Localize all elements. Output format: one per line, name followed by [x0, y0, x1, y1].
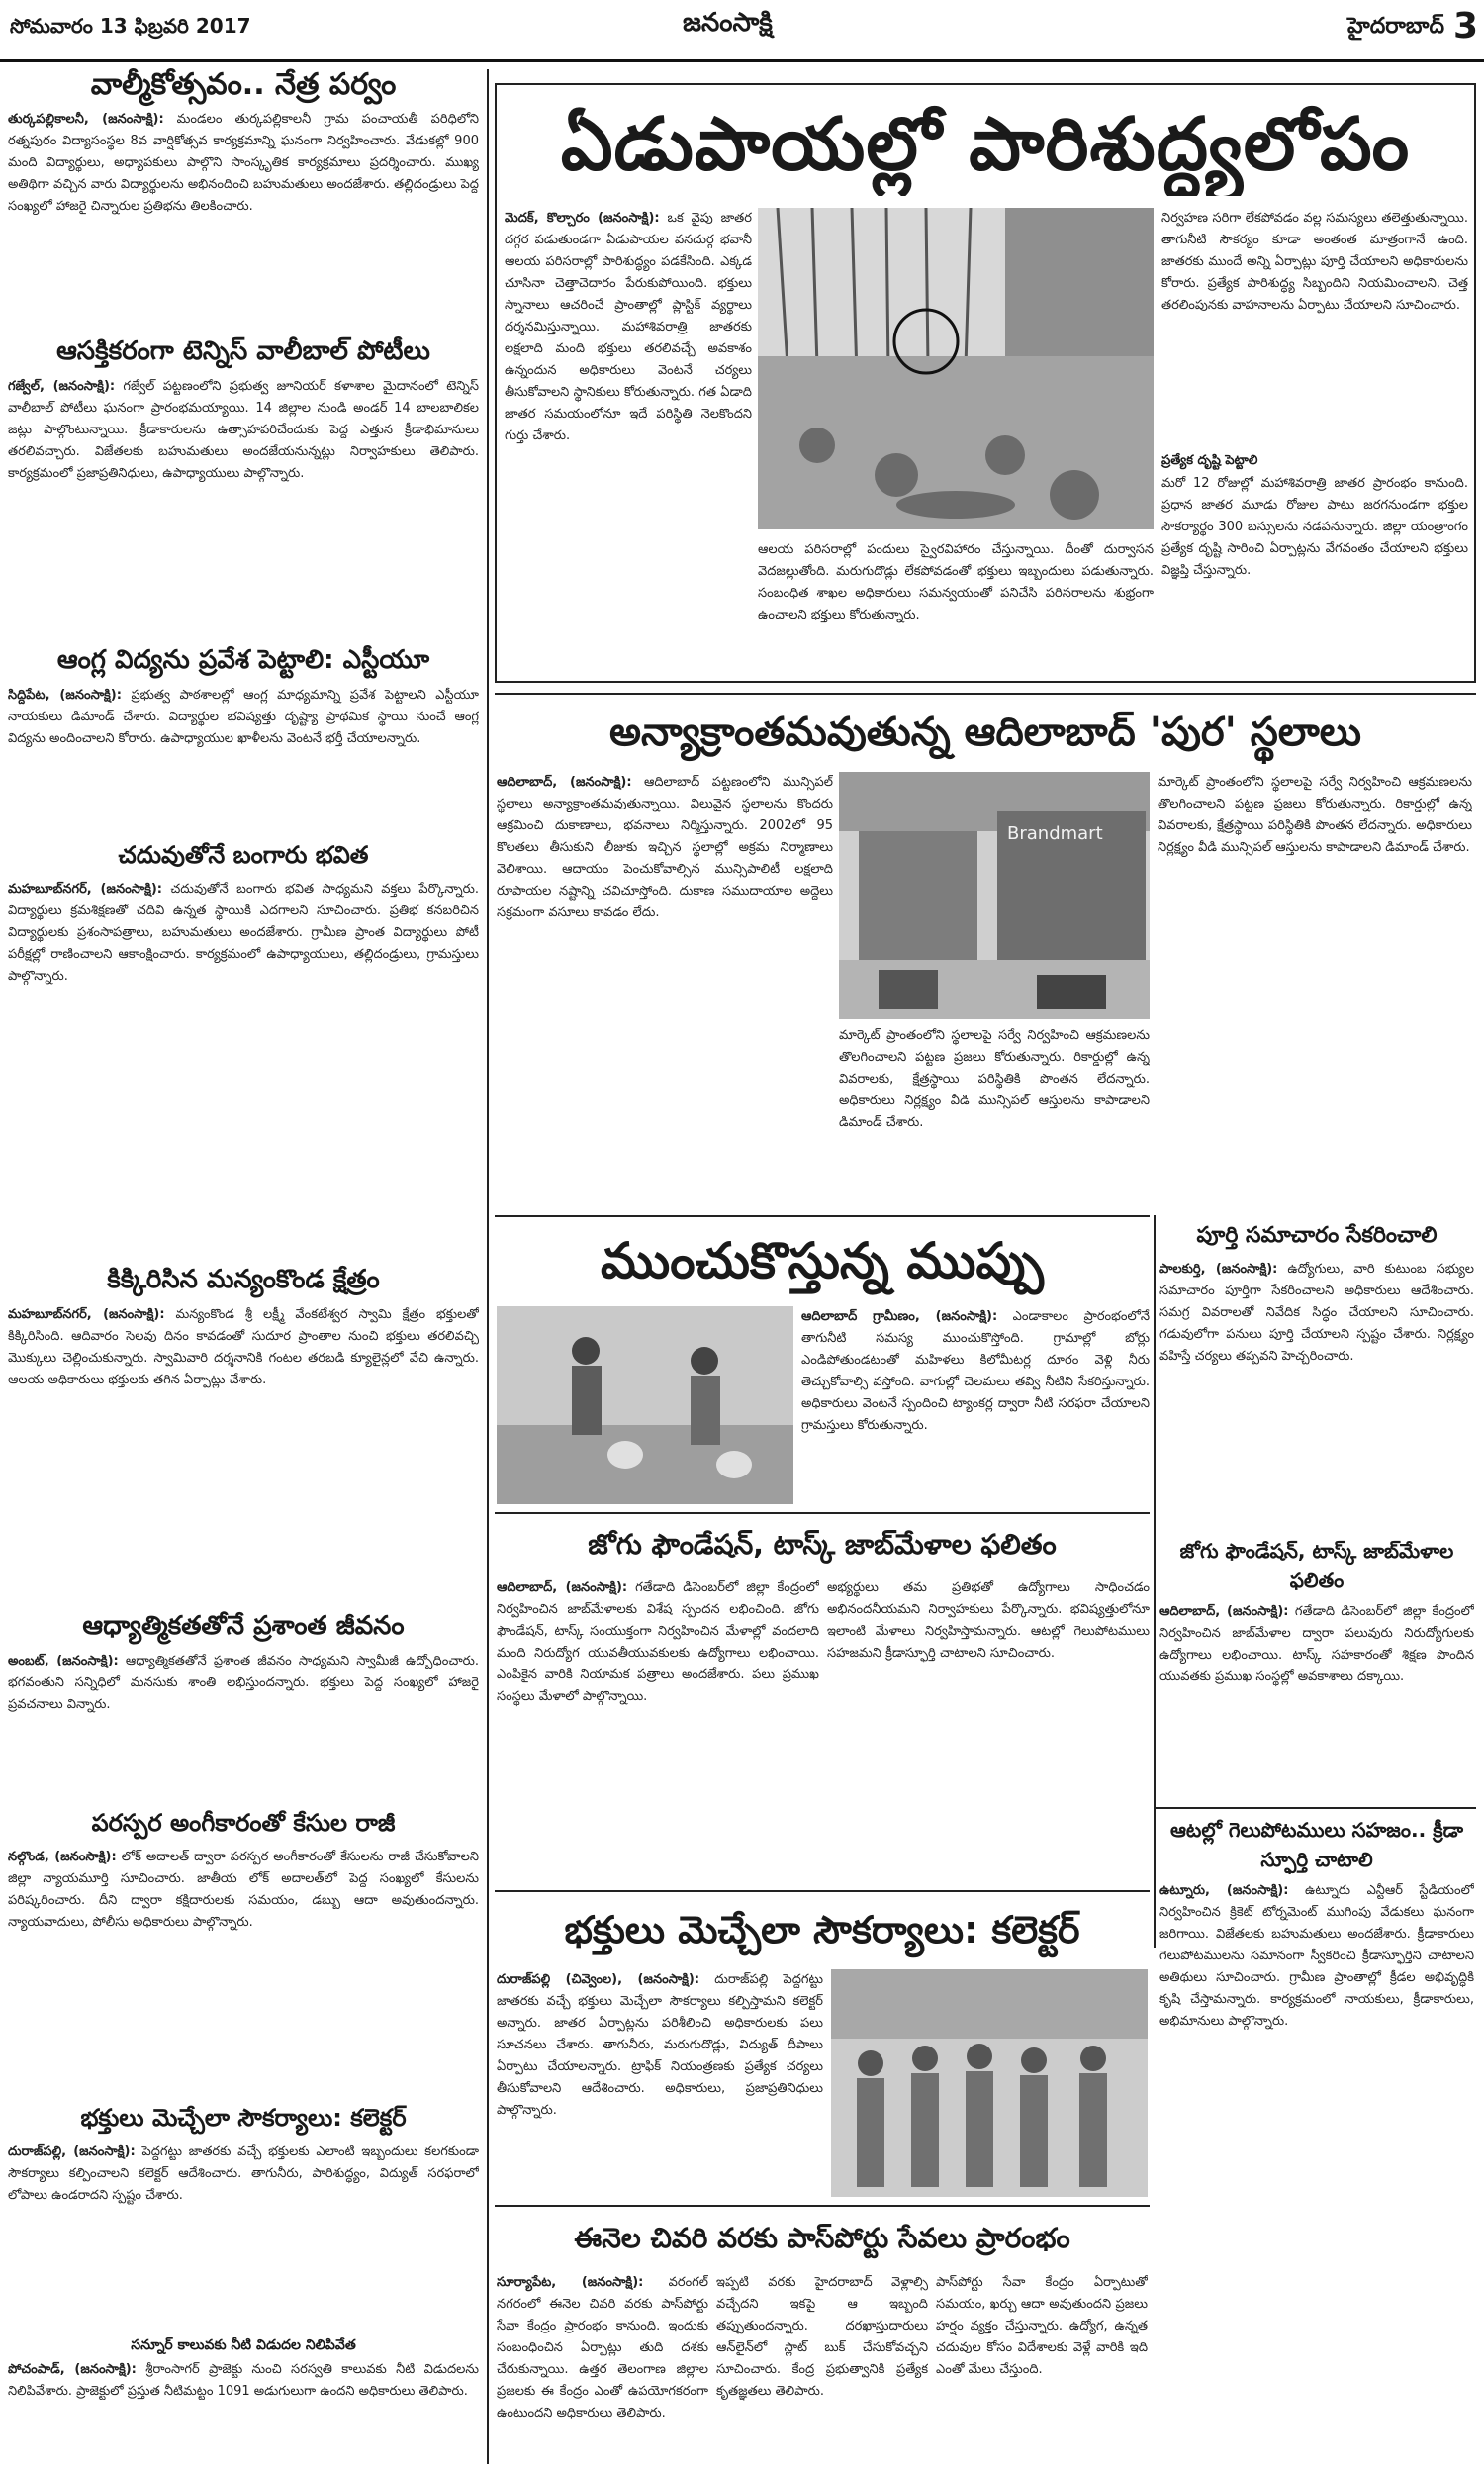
passport-body-right [936, 2272, 1148, 2468]
page-number: 3 [1452, 6, 1478, 47]
article-english-education [8, 685, 479, 833]
top-story-subhead: ప్రత్యేక దృష్టి పెట్టాలి [1161, 453, 1258, 468]
water-crisis-body [801, 1306, 1150, 1504]
page-header [0, 0, 1484, 62]
sidebar-jobmela-headline: జోగు ఫౌండేషన్, టాస్క్ జాబ్‌మేళాల ఫలితం [1179, 1539, 1454, 1592]
market-photo-illustration [839, 772, 1150, 1019]
sidebar-jobmela-body [1159, 1601, 1474, 1799]
article-canal-water [8, 2359, 479, 2468]
article-body: గతేడాది డిసెంబర్‌లో జిల్లా కేంద్రంలో నిర్వహించిన జాబ్‌మేళాలకు విశేష స్పందన లభించింది. జోగు ఫౌండేషన్, టాస్క్ సంయుక్తంగా నిర్వహించిన మేళాల్లో వందలాది మంది నిరుద్యోగ యువతీయువకులకు ఉద్యోగాలు లభించాయి. ఎంపికైన వారికి నియామక పత్రాలు అందజేశారు. పలు ప్రముఖ సంస్థలు మేళాలో పాల్గొన్నాయి. [497, 1580, 819, 1704]
column-divider [487, 69, 489, 2464]
article-tennis-volleyball [8, 376, 479, 635]
dateline: ఆదిలాబాద్, (జనంసాక్షి): [497, 775, 632, 790]
adilabad-body-mid [839, 1025, 1150, 1207]
section-rule [495, 1890, 1150, 1892]
dateline: మహబూబ్‌నగర్, (జనంసాక్షి): [8, 1307, 165, 1322]
article-body: ఉద్యోగులు, వారి కుటుంబ సభ్యుల సమాచారం పూర్తిగా సేకరించాలని అధికారులు ఆదేశించారు. సమగ్ర వివరాలతో నివేదిక సిద్ధం చేయాలని సూచించారు. గడువులోగా పనులు పూర్తి చేయాలని స్పష్టం చేశారు. నిర్లక్ష్యం వహిస్తే చర్యలు తప్పవని హెచ్చరించారు. [1159, 1262, 1474, 1364]
article-body: శ్రీరాంసాగర్ ప్రాజెక్టు నుంచి సరస్వతి కాలువకు నీటి విడుదలను నిలిపివేశారు. ప్రాజెక్టులో ప్రస్తుత నీటిమట్టం 1091 అడుగులుగా ఉందని అధికారులు తెలిపారు. [8, 2362, 479, 2399]
article-valmiki [8, 109, 479, 327]
top-story-body-right [1161, 208, 1468, 449]
sports-body [1159, 1880, 1474, 2468]
headline-valmiki: వాల్మీకోత్సవం.. నేత్ర పర్వం [90, 67, 397, 102]
section-rule [495, 1512, 1150, 1514]
jobmela-body-right [827, 1577, 1150, 1880]
article-body: మార్కెట్ ప్రాంతంలోని స్థలాలపై సర్వే నిర్వహించి ఆక్రమణలను తొలగించాలని పట్టణ ప్రజలు కోరుతున్నారు. రికార్డుల్లో ఉన్న వివరాలకు, క్షేత్రస్థాయి పరిస్థితికి పొంతన లేదన్నారు. అధికారులు నిర్లక్ష్యం వీడి మున్సిపల్ ఆస్తులను కాపాడాలని డిమాండ్ చేశారు. [1158, 775, 1472, 855]
adilabad-body-left [497, 772, 833, 1207]
jobmela-body-left [497, 1577, 819, 1880]
sports-headline: ఆటల్లో గెలుపోటములు సహజం.. క్రీడా స్ఫూర్తి చాటాలి [1169, 1818, 1464, 1871]
article-body: గజ్వేల్ పట్టణంలోని ప్రభుత్వ జూనియర్ కళాశాల మైదానంలో టెన్నిస్ వాలీబాల్ పోటీలు ఘనంగా ప్రారంభమయ్యాయి. 14 జిల్లాల నుండి అండర్ 14 బాలబాలికల జట్లు పాల్గొంటున్నాయి. క్రీడాకారులను ఉత్సాహపరిచేందుకు పెద్ద ఎత్తున క్రీడాభిమానులు తరలివచ్చారు. విజేతలకు బహుమతులు అందజేయనున్నట్లు నిర్వాహకులు తెలిపారు. కార్యక్రమంలో ప్రజాప్రతినిధులు, ఉపాధ్యాయులు పాల్గొన్నారు. [8, 379, 479, 481]
adilabad-headline: అన్యాక్రాంతమవుతున్న ఆదిలాబాద్ 'పుర' స్థలాలు [609, 710, 1361, 755]
article-body: ఇప్పటి వరకు హైదరాబాద్ వెళ్లాల్సి వచ్చేదని ఇకపై ఆ ఇబ్బంది తప్పుతుందన్నారు. దరఖాస్తుదారులు ఆన్‌లైన్‌లో స్లాట్ బుక్ చేసుకోవచ్చని సూచించారు. కేంద్ర ప్రభుత్వానికి ప్రత్యేక కృతజ్ఞతలు తెలిపారు. [716, 2275, 928, 2399]
article-body: వరంగల్ నగరంలో ఈనెల చివరి వరకు పాస్‌పోర్టు సేవా కేంద్రం ప్రారంభం కానుంది. ఇందుకు సంబంధించిన ఏర్పాట్లు తుది దశకు చేరుకున్నాయి. ఉత్తర తెలంగాణ జిల్లాల ప్రజలకు ఈ కేంద్రం ఎంతో ఉపయోగకరంగా ఉంటుందని అధికారులు తెలిపారు. [497, 2275, 708, 2421]
top-story-body-right-2 [1161, 473, 1468, 673]
adilabad-body-right [1158, 772, 1472, 1207]
water-crisis-headline: ముంచుకొస్తున్న ముప్పు [601, 1232, 1044, 1289]
section-rule [495, 1215, 1150, 1217]
article-body: పెద్దగట్టు జాతరకు వచ్చే భక్తులకు ఎలాంటి ఇబ్బందులు కలగకుండా సౌకర్యాలు కల్పించాలని కలెక్టర్ ఆదేశించారు. తాగునీరు, పారిశుద్ధ్యం, విద్యుత్ సరఫరాలో లోపాలు ఉండరాదని స్పష్టం చేశారు. [8, 2144, 479, 2203]
dateline: ఆదిలాబాద్ గ్రామీణం, (జనంసాక్షి): [801, 1309, 998, 1324]
headline-canal-water: సన్నూర్ కాలువకు నీటి విడుదల నిలిపివేత [131, 2337, 356, 2353]
masthead-logo: జనంసాక్షి [683, 8, 773, 38]
jobmela-headline: జోగు ఫౌండేషన్, టాస్క్ జాబ్‌మేళాల ఫలితం [588, 1528, 1057, 1561]
article-body: మరో 12 రోజుల్లో మహాశివరాత్రి జాతర ప్రారంభం కానుంది. ప్రధాన జాతర మూడు రోజుల పాటు జరగనుండగా భక్తుల సౌకర్యార్థం 300 బస్సులను నడపనున్నారు. జిల్లా యంత్రాంగం ప్రత్యేక దృష్టి సారించి ఏర్పాట్లను వేగవంతం చేయాలని భక్తులు విజ్ఞప్తి చేస్తున్నారు. [1161, 476, 1468, 578]
headline-golden-future: చదువుతోనే బంగారు భవిత [118, 841, 369, 869]
collector-photo-illustration [831, 1969, 1148, 2197]
headline-spirituality: ఆధ్యాత్మికతతోనే ప్రశాంత జీవనం [82, 1611, 405, 1641]
article-body: నిర్వహణ సరిగా లేకపోవడం వల్ల సమస్యలు తలెత్తుతున్నాయి. తాగునీటి సౌకర్యం కూడా అంతంత మాత్రంగానే ఉంది. జాతరకు ముందే అన్ని ఏర్పాట్లు పూర్తి చేయాలని అధికారులను కోరారు. ప్రత్యేక పారిశుద్ధ్య సిబ్బందిని నియమించాలని, చెత్త తరలింపునకు వాహనాలను ఏర్పాటు చేయాలని సూచించారు. [1161, 211, 1468, 313]
article-body: ఆధ్యాత్మికతతోనే ప్రశాంత జీవనం సాధ్యమని స్వామీజీ ఉద్బోధించారు. భగవంతుని సన్నిధిలో మనసుకు శాంతి లభిస్తుందన్నారు. భక్తులు పెద్ద సంఖ్యలో హాజరై ప్రవచనాలు విన్నారు. [8, 1654, 479, 1712]
article-manyamkonda [8, 1304, 479, 1601]
article-body: మండలం తుర్కపల్లికాలనీ గ్రామ పంచాయతీ పరిధిలోని రత్నపురం విద్యాసంస్థల 8వ వార్షికోత్సవ కార్యక్రమాన్ని ఘనంగా నిర్వహించారు. వేడుకల్లో 900 మంది విద్యార్థులు, అధ్యాపకులు పాల్గొని సాంస్కృతిక కార్యక్రమాలు ప్రదర్శించారు. ముఖ్య అతిథిగా వచ్చిన వారు విద్యార్థులను అభినందించి బహుమతులు అందజేశారు. తల్లిదండ్రులు పెద్ద సంఖ్యలో హాజరై చిన్నారుల ప్రతిభను తిలకించారు. [8, 112, 479, 214]
market-photo [839, 772, 1150, 1019]
dateline: సిద్దిపేట, (జనంసాక్షి): [8, 688, 122, 703]
article-body: దురాజ్‌పల్లి పెద్దగట్టు జాతరకు వచ్చే భక్తులు మెచ్చేలా సౌకర్యాలు కల్పిస్తామని కలెక్టర్ అన్నారు. జాతర ఏర్పాట్లను పరిశీలించి అధికారులకు పలు సూచనలు చేశారు. తాగునీరు, మరుగుదొడ్లు, విద్యుత్ దీపాలు ఏర్పాటు చేయాలన్నారు. ట్రాఫిక్ నియంత్రణకు ప్రత్యేక చర్యలు తీసుకోవాలని ఆదేశించారు. అధికారులు, ప్రజాప్రతినిధులు పాల్గొన్నారు. [497, 1972, 823, 2118]
article-devotees-facilities [8, 2142, 479, 2330]
section-rule [1154, 1807, 1476, 1809]
dateline: మెదక్, కొల్చారం (జనంసాక్షి): [505, 211, 660, 226]
dateline: మహబూబ్‌నగర్, (జనంసాక్షి): [8, 882, 162, 897]
article-lok-adalat [8, 1847, 479, 2094]
header-city: హైదరాబాద్ [1347, 14, 1444, 39]
article-body: ఎండాకాలం ప్రారంభంలోనే తాగునీటి సమస్య ముంచుకొస్తోంది. గ్రామాల్లో బోర్లు ఎండిపోతుండటంతో మహిళలు కిలోమీటర్ల దూరం వెళ్లి నీరు తెచ్చుకోవాల్సి వస్తోంది. వాగుల్లో చెలమలు తవ్వి నీటిని సేకరిస్తున్నారు. అధికారులు వెంటనే స్పందించి ట్యాంకర్ల ద్వారా నీటి సరఫరా చేయాలని గ్రామస్తులు కోరుతున్నారు. [801, 1309, 1150, 1433]
dateline: పాలకుర్తి, (జనంసాక్షి): [1159, 1262, 1278, 1277]
dateline: దురాజ్‌పల్లి (చివ్వెంల), (జనంసాక్షి): [497, 1972, 700, 1987]
section-rule [495, 2205, 1150, 2207]
headline-devotees-facilities: భక్తులు మెచ్చేలా సౌకర్యాలు: కలెక్టర్ [80, 2104, 407, 2132]
article-body: ఉట్నూరు ఎన్టీఆర్ స్టేడియంలో నిర్వహించిన క్రికెట్ టోర్నమెంట్ ముగింపు వేడుకలు ఘనంగా జరిగాయి. విజేతలకు బహుమతులు అందజేశారు. క్రీడాకారులు గెలుపోటములను సమానంగా స్వీకరించి క్రీడాస్ఫూర్తిని చాటాలని అతిథులు సూచించారు. గ్రామీణ ప్రాంతాల్లో క్రీడల అభివృద్ధికి కృషి చేస్తామన్నారు. కార్యక్రమంలో నాయకులు, క్రీడాకారులు, అభిమానులు పాల్గొన్నారు. [1159, 1883, 1474, 2029]
dateline: పోచంపాడ్, (జనంసాక్షి): [8, 2362, 137, 2377]
article-body: ఆదిలాబాద్ పట్టణంలోని మున్సిపల్ స్థలాలు అన్యాక్రాంతమవుతున్నాయి. విలువైన స్థలాలను కొందరు ఆక్రమించి దుకాణాలు, భవనాలు నిర్మిస్తున్నారు. 2002లో 95 కొలతలు తీసుకుని లీజుకు ఇచ్చిన స్థలాల్లో అక్రమ నిర్మాణాలు వెలిశాయి. ఆదాయం పెంచుకోవాల్సిన మున్సిపాలిటీ లక్షలాది రూపాయల నష్టాన్ని చవిచూస్తోంది. దుకాణ సముదాయాల అద్దెలు సక్రమంగా వసూలు కావడం లేదు. [497, 775, 833, 920]
garbage-photo-illustration [758, 208, 1154, 529]
article-body: గతేడాది డిసెంబర్‌లో జిల్లా కేంద్రంలో నిర్వహించిన జాబ్‌మేళాల ద్వారా పలువురు నిరుద్యోగులకు ఉద్యోగాలు లభించాయి. టాస్క్ సహకారంతో శిక్షణ పొందిన యువతకు ప్రముఖ సంస్థల్లో అవకాశాలు దక్కాయి. [1159, 1604, 1474, 1684]
article-golden-future [8, 879, 479, 1255]
top-story-body-left [505, 208, 752, 673]
article-body: ప్రభుత్వ పాఠశాలల్లో ఆంగ్ల మాధ్యమాన్ని ప్రవేశ పెట్టాలని ఎస్టీయూ నాయకులు డిమాండ్ చేశారు. విద్యార్థుల భవిష్యత్తు దృష్ట్యా ప్రాథమిక స్థాయి నుంచే ఆంగ్ల విద్యను అందించాలని కోరారు. ఉపాధ్యాయుల ఖాళీలను వెంటనే భర్తీ చేయాలన్నారు. [8, 688, 479, 746]
passport-headline: ఈనెల చివరి వరకు పాస్‌పోర్టు సేవలు ప్రారంభం [574, 2222, 1070, 2254]
header-date: సోమవారం 13 ఫిబ్రవరి 2017 [10, 14, 251, 38]
top-story-body-mid [758, 539, 1154, 673]
article-body: లోక్ అదాలత్ ద్వారా పరస్పర అంగీకారంతో కేసులను రాజీ చేసుకోవాలని జిల్లా న్యాయమూర్తి సూచించారు. జాతీయ లోక్ అదాలత్‌లో పెద్ద సంఖ్యలో కేసులను పరిష్కరించారు. దీని ద్వారా కక్షిదారులకు సమయం, డబ్బు ఆదా అవుతుందన్నారు. న్యాయవాదులు, పోలీసు అధికారులు పాల్గొన్నారు. [8, 1850, 479, 1930]
sidebar-divider [1154, 1215, 1156, 1948]
article-body: అభ్యర్థులు తమ ప్రతిభతో ఉద్యోగాలు సాధించడం అభినందనీయమని నిర్వాహకులు పేర్కొన్నారు. భవిష్యత్తులోనూ ఇలాంటి మేళాలు నిర్వహిస్తామన్నారు. ఆటల్లో గెలుపోటములు సహజమని క్రీడాస్ఫూర్తి చాటాలని సూచించారు. [827, 1580, 1150, 1661]
passport-body-left [497, 2272, 708, 2468]
dateline: తుర్కపల్లికాలనీ, (జనంసాక్షి): [8, 112, 164, 127]
article-body: పాస్‌పోర్టు సేవా కేంద్రం ఏర్పాటుతో సమయం, ఖర్చు ఆదా అవుతుందని ప్రజలు హర్షం వ్యక్తం చేస్తున్నారు. ఉద్యోగ, ఉన్నత చదువుల కోసం విదేశాలకు వెళ్లే వారికి ఇది ఎంతో మేలు చేస్తుంది. [936, 2275, 1148, 2377]
collector-headline: భక్తులు మెచ్చేలా సౌకర్యాలు: కలెక్టర్ [564, 1908, 1080, 1951]
article-body: మన్యంకొండ శ్రీ లక్ష్మీ వేంకటేశ్వర స్వామి క్షేత్రం భక్తులతో కిక్కిరిసింది. ఆదివారం సెలవు దినం కావడంతో సుదూర ప్రాంతాల నుంచి భక్తులు తరలివచ్చి మొక్కులు చెల్లించుకున్నారు. స్వామివారి దర్శనానికి గంటల తరబడి క్యూలైన్లలో వేచి ఉన్నారు. ఆలయ అధికారులు భక్తులకు తగిన ఏర్పాట్లు చేశారు. [8, 1307, 479, 1387]
dateline: సూర్యాపేట, (జనంసాక్షి): [497, 2275, 644, 2290]
article-body: చదువుతోనే బంగారు భవిత సాధ్యమని వక్తలు పేర్కొన్నారు. విద్యార్థులు క్రమశిక్షణతో చదివి ఉన్నత స్థాయికి ఎదగాలని సూచించారు. ప్రతిభ కనబరిచిన విద్యార్థులకు ప్రశంసాపత్రాలు, బహుమతులు అందజేశారు. గ్రామీణ ప్రాంత విద్యార్థులు పోటీ పరీక్షల్లో రాణించాలని ఆకాంక్షించారు. కార్యక్రమంలో ఉపాధ్యాయులు, తల్లిదండ్రులు, గ్రామస్తులు పాల్గొన్నారు. [8, 882, 479, 984]
headline-english-education: ఆంగ్ల విద్యను ప్రవేశ పెట్టాలి: ఎస్టీయూ [56, 645, 430, 675]
article-spirituality [8, 1651, 479, 1799]
dateline: గజ్వేల్, (జనంసాక్షి): [8, 379, 116, 394]
headline-manyamkonda: కిక్కిరిసిన మన్యంకొండ క్షేత్రం [107, 1265, 380, 1294]
dateline: ఆదిలాబాద్, (జనంసాక్షి): [497, 1580, 628, 1595]
dateline: అంబట్, (జనంసాక్షి): [8, 1654, 119, 1668]
dateline: ఉట్నూరు, (జనంసాక్షి): [1159, 1883, 1289, 1898]
dateline: దురాజ్‌పల్లి, (జనంసాక్షి): [8, 2144, 136, 2159]
headline-lok-adalat: పరస్పర అంగీకారంతో కేసుల రాజీ [91, 1809, 396, 1837]
collector-photo [831, 1969, 1148, 2197]
shop-sign: Brandmart [1007, 823, 1103, 844]
sidebar-body [1159, 1259, 1474, 1526]
women-water-photo [497, 1306, 793, 1504]
sidebar-headline: పూర్తి సమాచారం సేకరించాలి [1196, 1223, 1438, 1248]
collector-body [497, 1969, 823, 2197]
section-rule [495, 693, 1476, 695]
dateline: నల్గొండ, (జనంసాక్షి): [8, 1850, 117, 1864]
passport-body-mid [716, 2272, 928, 2468]
headline-tennis-volleyball: ఆసక్తికరంగా టెన్నిస్ వాలీబాల్ పోటీలు [56, 336, 430, 366]
women-water-photo-illustration [497, 1306, 793, 1504]
dateline: ఆదిలాబాద్, (జనంసాక్షి): [1159, 1604, 1289, 1619]
top-story-headline: ఏడుపాయల్లో పారిశుద్ధ్యలోపం [560, 102, 1411, 187]
article-body: మార్కెట్ ప్రాంతంలోని స్థలాలపై సర్వే నిర్వహించి ఆక్రమణలను తొలగించాలని పట్టణ ప్రజలు కోరుతున్నారు. రికార్డుల్లో ఉన్న వివరాలకు, క్షేత్రస్థాయి పరిస్థితికి పొంతన లేదన్నారు. అధికారులు నిర్లక్ష్యం వీడి మున్సిపల్ ఆస్తులను కాపాడాలని డిమాండ్ చేశారు. [839, 1028, 1150, 1130]
garbage-photo [758, 208, 1154, 529]
article-body: ఒక వైపు జాతర దగ్గర పడుతుండగా ఏడుపాయల వనదుర్గ భవానీ ఆలయ పరిసరాల్లో పారిశుద్ధ్యం పడకేసింది. ఎక్కడ చూసినా చెత్తాచెదారం పేరుకుపోయింది. భక్తులు స్నానాలు ఆచరించే ప్రాంతాల్లో ప్లాస్టిక్ వ్యర్థాలు దర్శనమిస్తున్నాయి. మహాశివరాత్రి జాతరకు లక్షలాది మంది భక్తులు తరలివచ్చే అవకాశం ఉన్నందున అధికారులు వెంటనే చర్యలు తీసుకోవాలని స్థానికులు కోరుతున్నారు. గత ఏడాది జాతర సమయంలోనూ ఇదే పరిస్థితి నెలకొందని గుర్తు చేశారు. [505, 211, 752, 443]
article-body: ఆలయ పరిసరాల్లో పందులు స్వైరవిహారం చేస్తున్నాయి. దీంతో దుర్వాసన వెదజల్లుతోంది. మరుగుదొడ్లు లేకపోవడంతో భక్తులు ఇబ్బందులు పడుతున్నారు. సంబంధిత శాఖల అధికారులు సమన్వయంతో పనిచేసి పరిసరాలను శుభ్రంగా ఉంచాలని భక్తులు కోరుతున్నారు. [758, 542, 1154, 622]
